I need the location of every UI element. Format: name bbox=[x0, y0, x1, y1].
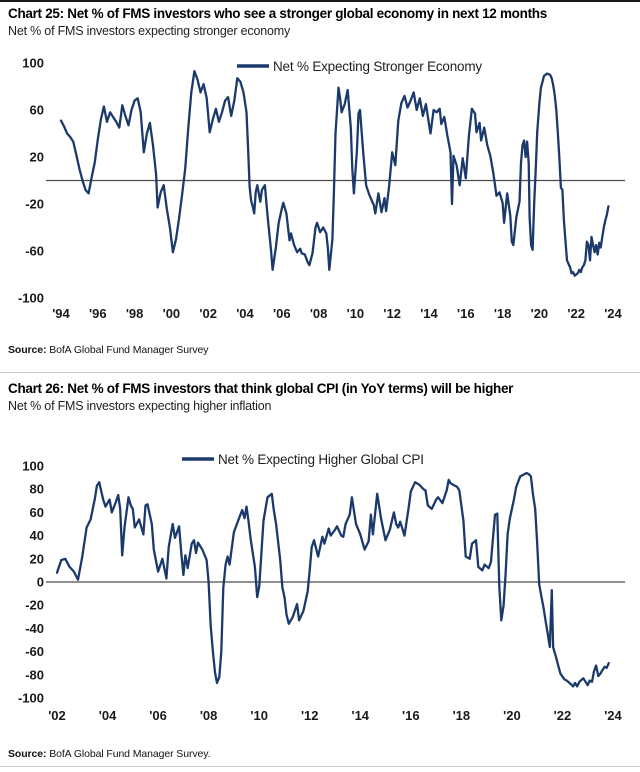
x-axis-label: '94 bbox=[52, 306, 70, 321]
y-axis-label: 60 bbox=[29, 102, 44, 118]
source-text: BofA Global Fund Manager Survey. bbox=[46, 748, 211, 760]
y-axis-label: 40 bbox=[29, 528, 44, 544]
y-axis-label: 80 bbox=[29, 481, 44, 497]
x-axis-label: '12 bbox=[300, 708, 319, 723]
y-axis-label: 20 bbox=[29, 551, 44, 567]
chart26-title: Chart 26: Net % of FMS investors that think global CPI (in YoY terms) will be higher bbox=[8, 381, 514, 396]
chart25-title: Chart 25: Net % of FMS investors who see a stronger global economy in next 12 months bbox=[8, 6, 547, 21]
y-axis-label: -60 bbox=[25, 243, 44, 259]
chart25-subtitle: Net % of FMS investors expecting stronger economy bbox=[8, 24, 290, 38]
x-axis-label: '06 bbox=[149, 708, 167, 723]
x-axis-label: '20 bbox=[503, 708, 521, 723]
x-axis-label: '00 bbox=[162, 306, 181, 321]
cpi-chart bbox=[0, 442, 640, 742]
y-axis-label: 20 bbox=[29, 149, 44, 165]
bottom-rule bbox=[0, 766, 640, 767]
x-axis-label: '02 bbox=[199, 306, 217, 321]
y-axis-label: -100 bbox=[17, 690, 44, 706]
series-line bbox=[57, 473, 609, 686]
y-axis-label: 0 bbox=[36, 574, 44, 590]
cpi-chart-svg bbox=[0, 442, 640, 742]
economy-chart-svg bbox=[0, 46, 640, 338]
x-axis-label: '24 bbox=[604, 306, 622, 321]
y-axis-label: -20 bbox=[25, 196, 44, 212]
chart25-source bbox=[8, 344, 208, 356]
chart26-subtitle: Net % of FMS investors expecting higher inflation bbox=[8, 399, 272, 413]
x-axis-label: '96 bbox=[89, 306, 107, 321]
x-axis-label: '08 bbox=[309, 306, 328, 321]
x-axis-label: '18 bbox=[452, 708, 471, 723]
x-axis-label: '06 bbox=[273, 306, 291, 321]
legend-label: Net % Expecting Higher Global CPI bbox=[218, 452, 424, 467]
x-axis-label: '16 bbox=[402, 708, 420, 723]
y-axis-label: -60 bbox=[25, 644, 44, 660]
y-axis-label: -40 bbox=[25, 620, 44, 636]
y-axis-label: 60 bbox=[29, 504, 44, 520]
x-axis-label: '10 bbox=[346, 306, 365, 321]
y-axis-label: -20 bbox=[25, 597, 44, 613]
x-axis-label: '98 bbox=[125, 306, 144, 321]
top-rule bbox=[0, 0, 640, 2]
source-label: Source: bbox=[8, 344, 47, 356]
y-axis-label: -80 bbox=[25, 667, 44, 683]
x-axis-label: '04 bbox=[98, 708, 117, 723]
series-line bbox=[61, 71, 608, 276]
x-axis-label: '22 bbox=[567, 306, 585, 321]
chart26-source bbox=[8, 748, 210, 760]
x-axis-label: '22 bbox=[553, 708, 572, 723]
x-axis-label: '12 bbox=[383, 306, 401, 321]
x-axis-label: '14 bbox=[420, 306, 438, 321]
y-axis-label: 100 bbox=[22, 55, 44, 71]
economy-chart bbox=[0, 46, 640, 338]
source-text: BofA Global Fund Manager Survey bbox=[46, 344, 209, 356]
x-axis-label: '18 bbox=[493, 306, 512, 321]
x-axis-label: '24 bbox=[604, 708, 622, 723]
x-axis-label: '20 bbox=[530, 306, 549, 321]
x-axis-label: '08 bbox=[199, 708, 218, 723]
x-axis-label: '16 bbox=[457, 306, 475, 321]
x-axis-label: '14 bbox=[351, 708, 370, 723]
y-axis-label: 100 bbox=[22, 458, 44, 474]
x-axis-label: '02 bbox=[48, 708, 66, 723]
x-axis-label: '04 bbox=[236, 306, 254, 321]
section-separator bbox=[0, 372, 640, 373]
legend-label: Net % Expecting Stronger Economy bbox=[273, 59, 482, 74]
x-axis-label: '10 bbox=[250, 708, 268, 723]
y-axis-label: -100 bbox=[17, 290, 44, 306]
source-label: Source: bbox=[8, 748, 47, 760]
